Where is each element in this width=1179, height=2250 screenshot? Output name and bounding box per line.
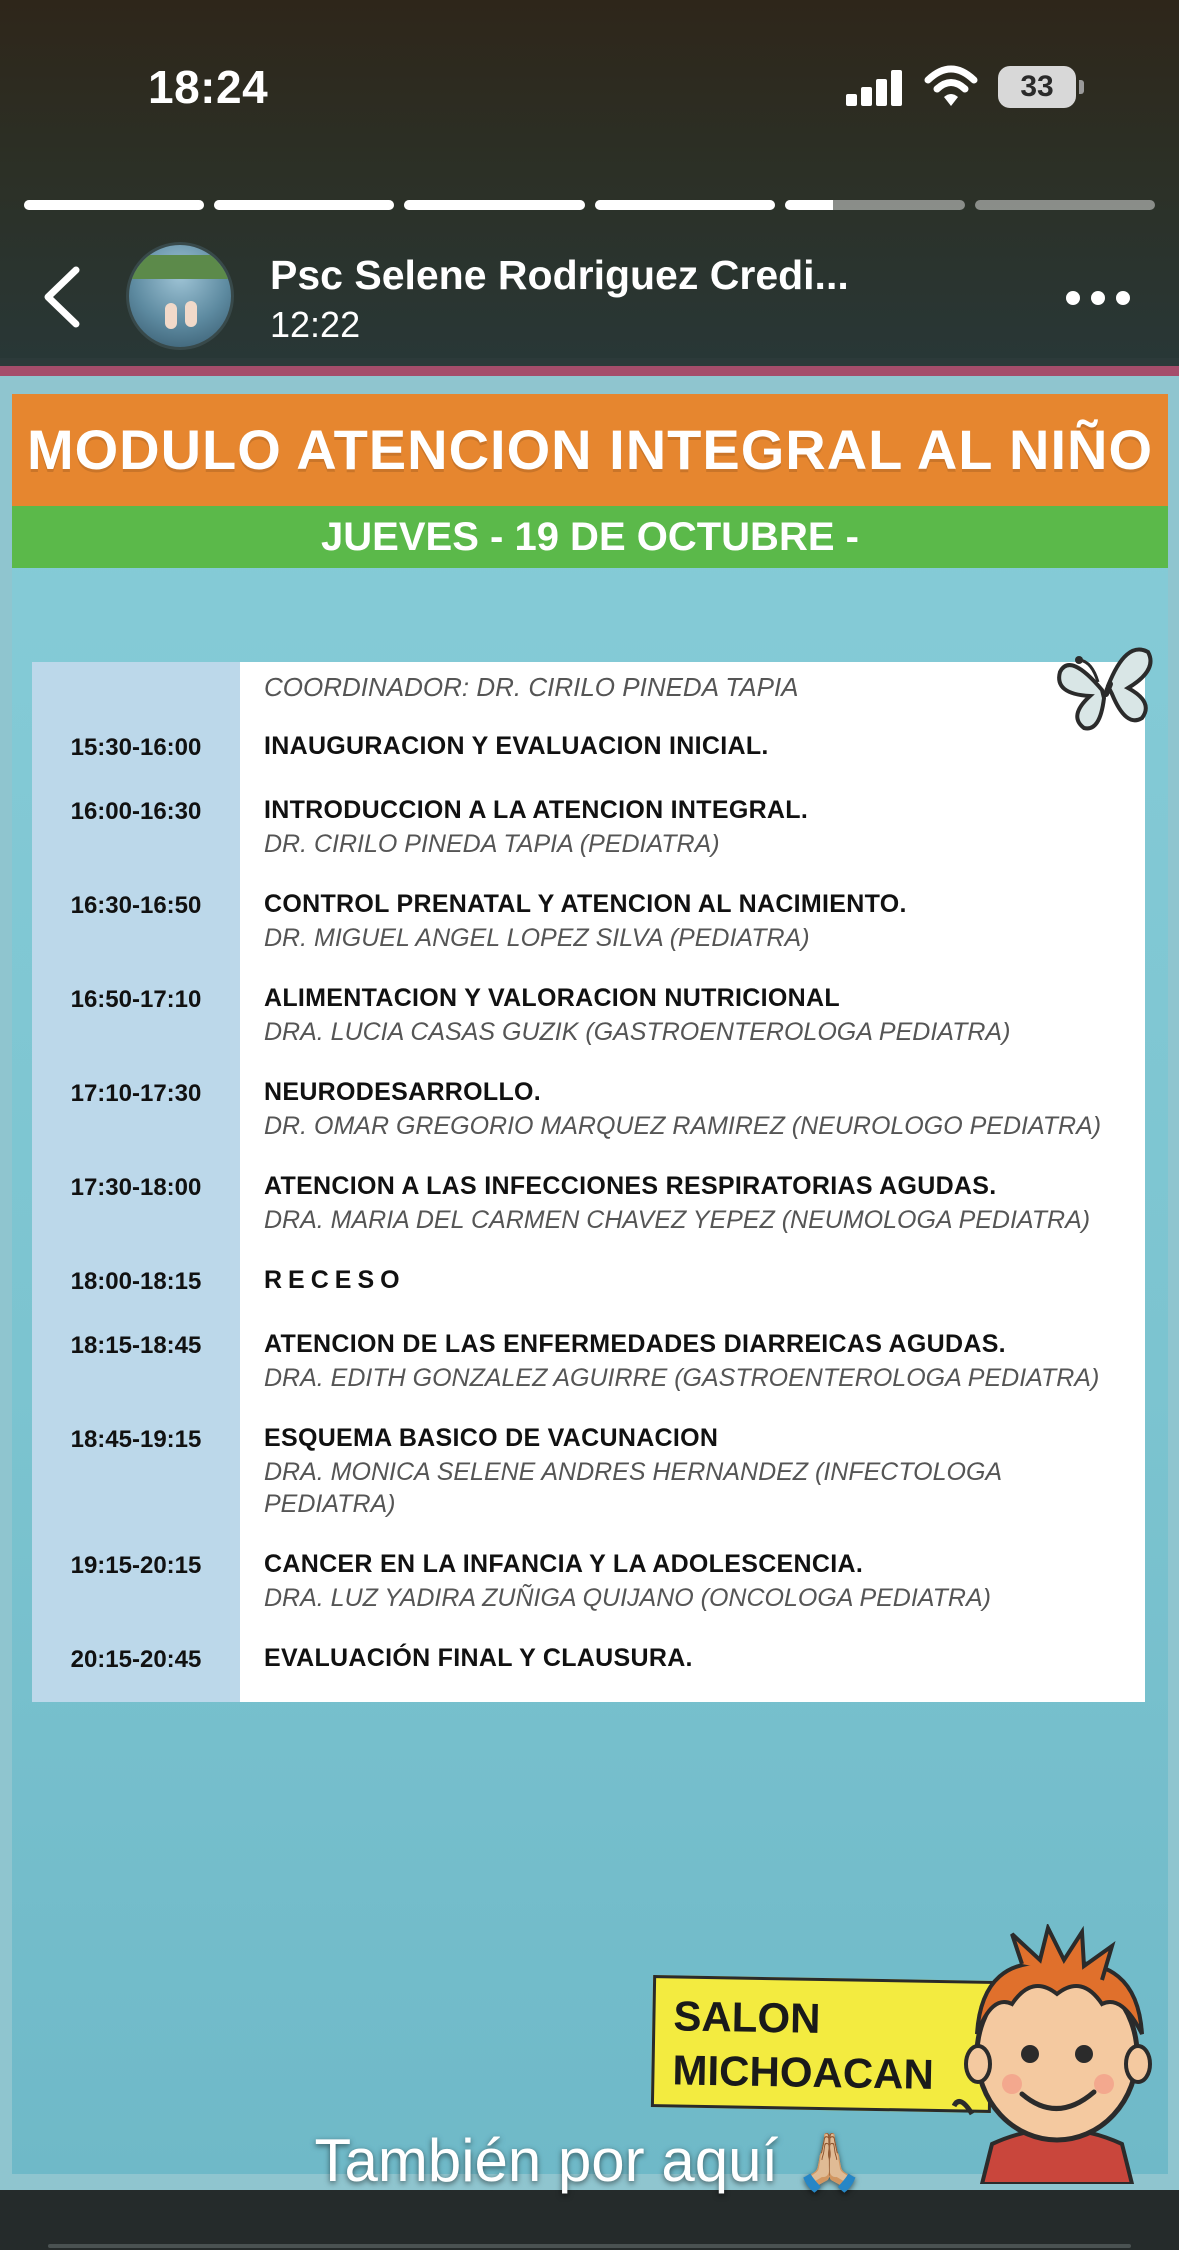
row-time: 17:10-17:30 <box>70 1080 202 1107</box>
row-topic: EVALUACIÓN FINAL Y CLAUSURA. <box>264 1644 693 1672</box>
story-progress <box>24 200 1155 210</box>
coordinator: COORDINADOR: DR. CIRILO PINEDA TAPIA <box>264 672 799 702</box>
progress-segment <box>975 200 1155 210</box>
row-time: 16:00-16:30 <box>70 798 202 825</box>
progress-segment <box>214 200 394 210</box>
row-time: 18:00-18:15 <box>70 1268 202 1295</box>
row-speaker: DRA. EDITH GONZALEZ AGUIRRE (GASTROENTEROLOGA PEDIATRA) <box>264 1364 1100 1392</box>
row-topic: CANCER EN LA INFANCIA Y LA ADOLESCENCIA. <box>264 1550 864 1578</box>
status-time: 18:24 <box>148 61 269 113</box>
story-top-strip <box>0 358 1179 376</box>
row-time: 18:15-18:45 <box>70 1332 202 1359</box>
row-topic: RECESO <box>264 1266 406 1294</box>
row-topic: ALIMENTACION Y VALORACION NUTRICIONAL <box>264 984 840 1012</box>
row-time: 16:50-17:10 <box>70 986 202 1013</box>
signal-icon <box>846 70 904 106</box>
poster-date: JUEVES - 19 DE OCTUBRE - <box>12 506 1168 568</box>
row-time: 19:15-20:15 <box>70 1552 202 1579</box>
row-topic: CONTROL PRENATAL Y ATENCION AL NACIMIENTO. <box>264 890 907 918</box>
progress-segment <box>24 200 204 210</box>
wifi-icon <box>924 64 978 108</box>
row-topic: INTRODUCCION A LA ATENCION INTEGRAL. <box>264 796 809 824</box>
salon-line-2: MICHOACAN <box>672 2046 935 2098</box>
row-speaker: DR. CIRILO PINEDA TAPIA (PEDIATRA) <box>264 830 720 858</box>
row-time: 16:30-16:50 <box>70 892 202 919</box>
row-speaker: DRA. MONICA SELENE ANDRES HERNANDEZ (INFECTOLOGA PEDIATRA) <box>264 1458 1002 1518</box>
row-topic: NEURODESARROLLO. <box>264 1078 542 1106</box>
post-time: 12:22 <box>270 304 361 345</box>
row-speaker: DRA. LUZ YADIRA ZUÑIGA QUIJANO (ONCOLOGA PEDIATRA) <box>264 1584 991 1612</box>
progress-segment <box>595 200 775 210</box>
avatar[interactable] <box>126 242 234 350</box>
bottom-strip <box>0 2190 1179 2250</box>
praying-hands-icon: 🙏🏼 <box>794 2130 865 2193</box>
caption-text: También por aquí <box>314 2127 779 2194</box>
row-topic: ATENCION A LAS INFECCIONES RESPIRATORIAS AGUDAS. <box>264 1172 997 1200</box>
story-caption <box>0 2126 1179 2195</box>
story-image <box>0 358 1179 2190</box>
row-speaker: DR. MIGUEL ANGEL LOPEZ SILVA (PEDIATRA) <box>264 924 810 952</box>
row-topic: INAUGURACION Y EVALUACION INICIAL. <box>264 732 769 760</box>
row-speaker: DR. OMAR GREGORIO MARQUEZ RAMIREZ (NEUROLOGO PEDIATRA) <box>264 1112 1102 1140</box>
user-name[interactable]: Psc Selene Rodriguez Credi... <box>270 252 849 298</box>
row-topic: ESQUEMA BASICO DE VACUNACION <box>264 1424 719 1452</box>
more-icon[interactable] <box>1066 288 1130 308</box>
progress-segment <box>404 200 584 210</box>
row-time: 15:30-16:00 <box>70 734 202 761</box>
poster <box>12 394 1168 2174</box>
back-arrow-icon[interactable] <box>38 262 88 332</box>
battery-icon: 33 <box>998 66 1076 108</box>
row-topic: ATENCION DE LAS ENFERMEDADES DIARREICAS AGUDAS. <box>264 1330 1006 1358</box>
row-speaker: DRA. LUCIA CASAS GUZIK (GASTROENTEROLOGA PEDIATRA) <box>264 1018 1011 1046</box>
row-time: 17:30-18:00 <box>70 1174 202 1201</box>
poster-title: MODULO ATENCION INTEGRAL AL NIÑO <box>12 394 1168 506</box>
progress-segment <box>785 200 965 210</box>
row-speaker: DRA. MARIA DEL CARMEN CHAVEZ YEPEZ (NEUMOLOGA PEDIATRA) <box>264 1206 1091 1234</box>
row-time: 18:45-19:15 <box>70 1426 202 1453</box>
butterfly-icon <box>1050 632 1160 742</box>
salon-line-1: SALON <box>673 1992 821 2042</box>
reply-bar-divider <box>48 2244 1131 2248</box>
salon-sign <box>651 1975 993 2113</box>
row-time: 20:15-20:45 <box>70 1646 202 1673</box>
